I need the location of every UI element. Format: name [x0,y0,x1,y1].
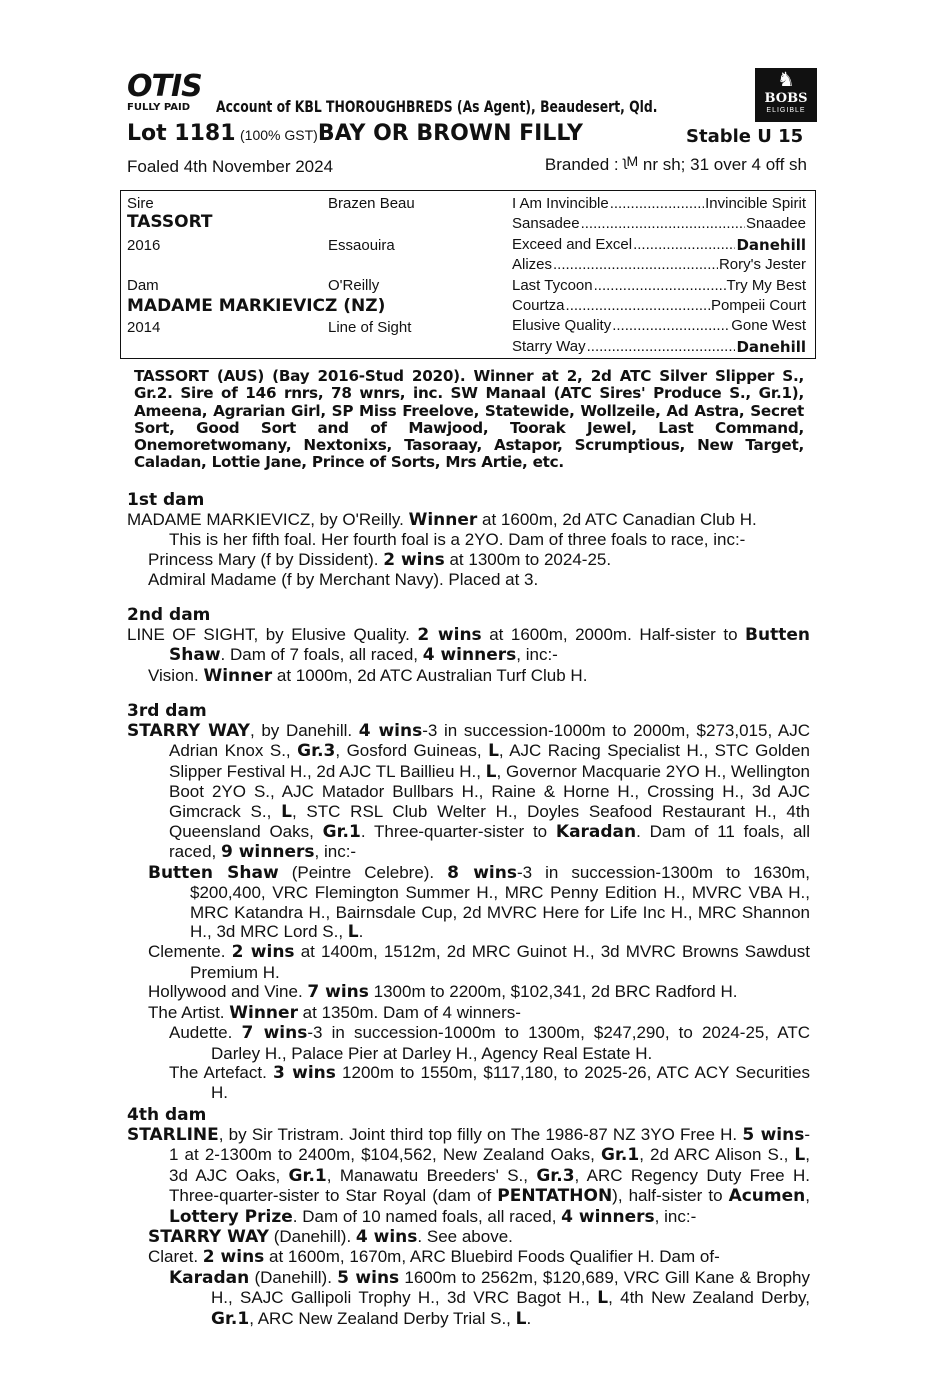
dam-year: 2014 [127,319,161,336]
leader-dots [553,256,718,274]
progeny-entry: Claret. 2 wins at 1600m, 1670m, ARC Bluebird Foods Qualifier H. Dam of- [148,1247,720,1268]
horse-icon: ♞ [777,69,795,91]
section-2nd-dam [127,605,810,686]
ancestor-name: I Am Invincible [512,195,609,212]
progeny-entry: Princess Mary (f by Dissident). 2 wins at 1300m to 2024-25. [148,549,612,570]
dam-name: MADAME MARKIEVICZ (NZ) [127,296,386,316]
section-4th-dam [127,1105,810,1329]
ancestor-name: Sansadee [512,215,580,233]
dam-entry: LINE OF SIGHT, by Elusive Quality. 2 wins at 1600m, 2000m. Half-sister to Butten Shaw. Dam of 7 foals, all raced, 4 winners, inc:- [127,625,810,666]
ancestor-name: Last Tycoon [512,276,593,294]
pedigree-table [120,190,816,359]
badge-subtitle: ELIGIBLE [766,107,806,114]
ancestor-sire: Danehill [736,235,806,254]
leader-dots [594,277,726,295]
section-title: 4th dam [127,1105,207,1125]
ancestor-sire: Invincible Spirit [705,195,806,212]
otis-logo [127,69,217,116]
leader-dots [587,338,736,356]
ancestor-row [512,277,806,295]
sire-label: Sire [127,195,154,212]
ancestor-sire: Snaadee [745,215,806,233]
ancestor-name: Starry Way [512,337,586,355]
leader-dots [581,215,745,233]
sire-sire: Brazen Beau [328,195,415,212]
progeny-entry: Hollywood and Vine. 7 wins 1300m to 2200m, $102,341, 2d BRC Radford H. [148,982,738,1003]
ancestor-name: Exceed and Excel [512,235,633,253]
badge-title: BOBS [764,91,808,106]
ancestor-row [512,215,806,233]
sire-year: 2016 [127,237,161,254]
ancestor-row [512,236,806,254]
gst-note: (100% GST) [240,127,318,143]
ancestor-sire: Gone West [731,317,806,335]
ancestor-row [512,256,806,274]
vendor-account: Account of KBL THOROUGHBREDS (As Agent), Beaudesert, Qld. [216,97,658,116]
section-3rd-dam [127,701,810,1103]
sire-dam: Essaouira [328,237,395,254]
grand-progeny-entry: The Artefact. 3 wins 1200m to 1550m, $117,180, to 2025-26, ATC ACY Securities H. [169,1062,810,1103]
sire-name: TASSORT [127,212,213,232]
leader-dots [612,317,730,335]
ancestor-name: Elusive Quality [512,317,612,335]
section-title: 2nd dam [127,605,211,625]
leader-dots [566,297,710,315]
ancestor-name: Courtza [512,297,565,314]
ancestor-row [512,338,806,356]
dam-sire: O'Reilly [328,277,380,294]
sire-note: TASSORT (AUS) (Bay 2016-Stud 2020). Winner at 2, 2d ATC Silver Slipper S., Gr.2. Sire of 146 rnrs, 78 wnrs, inc. SW Manaal (ATC Sires' Produce S., Gr.1), Ameena, Agrarian Girl, SP Miss Freelove, Statewide, Wollzeile, Ad Astra, Secret Sort, Good Sort and of Mawjood, Toorak Jewel, Last Command, Onemoretwomany, Nextonixs, Tasoraay, Astapor, Scrumptious, New Target, Caladan, Lottie Jane, Prince of Sorts, Mrs Artie, etc. [134,367,804,472]
dam-entry: STARLINE, by Sir Tristram. Joint third top filly on The 1986-87 NZ 3YO Free H. 5 wins-1 at 2-1300m to 2400m, $104,562, New Zealand Oaks, Gr.1, 2d ARC Alison S., L, 3d AJC Oaks, Gr.1, Manawatu Breeders' S., Gr.3, ARC Regency Duty Free H. Three-quarter-sister to Star Royal (dam of PENTATHON), half-sister to Acumen, Lottery Prize. Dam of 10 named foals, all raced, 4 winners, inc:- [127,1125,810,1227]
bobs-eligible-badge [755,68,817,122]
dam-label: Dam [127,277,159,294]
progeny-entry: Vision. Winner at 1000m, 2d ATC Australian Turf Club H. [148,665,588,686]
ancestor-row [512,317,806,335]
lot-description: BAY OR BROWN FILLY [317,121,583,146]
progeny-entry: Butten Shaw (Peintre Celebre). 8 wins-3 in succession-1300m to 1630m, $200,400, VRC Flemington Summer H., MRC Penny Edition H., MVRC VBA H., MRC Katandra H., Bairnsdale Cup, 2d MVRC Here for Life Inc H., MRC Shannon H., 3d MRC Lord S., L. [148,862,810,943]
dam-entry: MADAME MARKIEVICZ, by O'Reilly. Winner at 1600m, 2d ATC Canadian Club H. This is her fifth foal. Her fourth foal is a 2YO. Dam of three foals to race, inc:- [127,510,757,550]
lot-number: Lot 1181 [127,121,236,146]
progeny-entry: The Artist. Winner at 1350m. Dam of 4 winners- [148,1002,521,1023]
lot-line [127,121,583,146]
section-title: 1st dam [127,490,205,510]
ancestor-sire: Try My Best [726,276,806,294]
ancestor-sire: Danehill [736,337,806,356]
foaled-date: Foaled 4th November 2024 [127,157,334,176]
progeny-entry: Admiral Madame (f by Merchant Navy). Placed at 3. [148,570,539,590]
brand-symbol: ʅM [623,153,639,169]
ancestor-row [512,195,806,213]
brand-label: Branded : [544,155,619,174]
grand-progeny-entry: Karadan (Danehill). 5 wins 1600m to 2562m, $120,689, VRC Gill Kane & Brophy H., SAJC Gallipoli Trophy H., 3d VRC Bagot H., L, 4th New Zealand Derby, Gr.1, ARC New Zealand Derby Trial S., L. [169,1267,810,1329]
section-title: 3rd dam [127,701,207,721]
logo-subtext: FULLY PAID [127,102,191,113]
ancestor-row [512,297,806,315]
ancestor-sire: Rory's Jester [718,256,806,274]
stable-number: Stable U 15 [686,126,804,147]
progeny-entry: Clemente. 2 wins at 1400m, 1512m, 2d MRC Guinot H., 3d MVRC Browns Sawdust Premium H. [148,942,810,982]
ancestor-name: Alizes [512,256,553,274]
brand-info [545,153,807,175]
leader-dots [633,236,735,254]
dam-entry: STARRY WAY, by Danehill. 4 wins-3 in succession-1000m to 2000m, $273,015, AJC Adrian Knox S., Gr.3, Gosford Guineas, L, AJC Racing Specialist H., STC Golden Slipper Festival H., 2d AJC TL Baillieu H., L, Governor Macquarie 2YO H., Wellington Boot 2YO S., AJC Matador Bullbars H., Raine & Horne H., Crossing H., 3d AJC Gimcrack S., L, STC RSL Club Welter H., Doyles Seafood Restaurant H., 4th Queensland Oaks, Gr.1. Three-quarter-sister to Karadan. Dam of 11 foals, all raced, 9 winners, inc:- [127,721,811,863]
leader-dots [610,195,704,213]
grand-progeny-entry: Audette. 7 wins-3 in succession-1000m to 1300m, $247,290, to 2024-25, ATC Darley H., Palace Pier at Darley H., Agency Real Estate H. [169,1023,810,1063]
ancestor-sire: Pompeii Court [710,297,806,314]
brand-marks: nr sh; 31 over 4 off sh [642,155,807,174]
dam-dam: Line of Sight [328,319,412,336]
logo-text: OTIS [127,69,202,104]
section-1st-dam [127,490,810,590]
progeny-entry: STARRY WAY (Danehill). 4 wins. See above. [148,1227,513,1248]
